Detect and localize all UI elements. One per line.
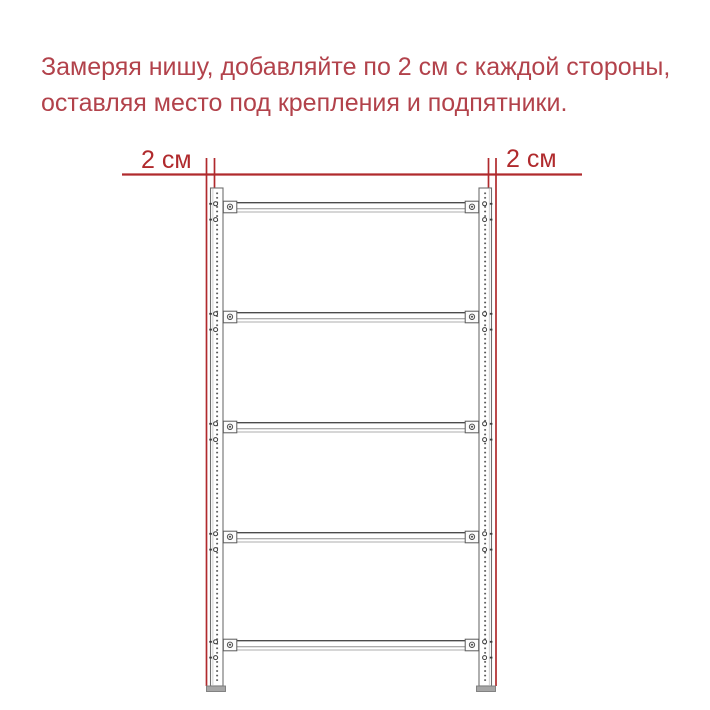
bolt-center bbox=[471, 536, 473, 538]
post-edge-notch bbox=[490, 439, 493, 441]
bolt-center bbox=[229, 426, 231, 428]
right-post-perforation bbox=[483, 191, 488, 683]
shelf-beams bbox=[209, 201, 492, 659]
right-foot-plate bbox=[477, 686, 496, 692]
post-slot-hole bbox=[483, 438, 487, 442]
instruction-line-1: Замеряя нишу, добавляйте по 2 см с каждой стороны, bbox=[41, 53, 671, 81]
post-slot-hole bbox=[214, 640, 218, 644]
post-edge-notch bbox=[209, 439, 212, 441]
post-slot-hole bbox=[483, 218, 487, 222]
bolt-center bbox=[229, 644, 231, 646]
bolt-center bbox=[471, 426, 473, 428]
post-slot-hole bbox=[483, 312, 487, 316]
post-slot-hole bbox=[214, 312, 218, 316]
post-slot-hole bbox=[214, 438, 218, 442]
post-slot-hole bbox=[483, 328, 487, 332]
bolt-center bbox=[471, 644, 473, 646]
left-post-perforation bbox=[215, 191, 220, 683]
shelf-beam bbox=[209, 639, 492, 659]
post-edge-notch bbox=[209, 423, 212, 425]
bolt-center bbox=[471, 316, 473, 318]
post-edge-notch bbox=[209, 203, 212, 205]
left-foot-plate bbox=[207, 686, 226, 692]
post-edge-notch bbox=[490, 219, 493, 221]
post-slot-hole bbox=[214, 218, 218, 222]
post-slot-hole bbox=[483, 548, 487, 552]
post-edge-notch bbox=[209, 313, 212, 315]
post-edge-notch bbox=[490, 423, 493, 425]
bolt-center bbox=[471, 206, 473, 208]
post-edge-notch bbox=[209, 641, 212, 643]
post-slot-hole bbox=[214, 532, 218, 536]
dimension-label-left: 2 см bbox=[141, 146, 192, 174]
post-slot-hole bbox=[214, 656, 218, 660]
post-edge-notch bbox=[209, 533, 212, 535]
post-slot-hole bbox=[214, 328, 218, 332]
post-slot-hole bbox=[214, 202, 218, 206]
post-edge-notch bbox=[490, 329, 493, 331]
shelf-beam bbox=[209, 311, 492, 331]
rack-frame bbox=[207, 188, 496, 692]
post-edge-notch bbox=[490, 533, 493, 535]
post-edge-notch bbox=[490, 549, 493, 551]
shelf-beam bbox=[209, 201, 492, 221]
shelf-beam bbox=[209, 421, 492, 441]
bolt-center bbox=[229, 206, 231, 208]
post-slot-hole bbox=[214, 422, 218, 426]
post-edge-notch bbox=[490, 313, 493, 315]
dimension-label-right: 2 см bbox=[506, 145, 557, 173]
post-slot-hole bbox=[214, 548, 218, 552]
post-slot-hole bbox=[483, 422, 487, 426]
post-edge-notch bbox=[490, 203, 493, 205]
instruction-line-2: оставляя место под крепления и подпятники. bbox=[41, 89, 568, 117]
post-edge-notch bbox=[209, 329, 212, 331]
post-edge-notch bbox=[490, 641, 493, 643]
post-slot-hole bbox=[483, 202, 487, 206]
post-slot-hole bbox=[483, 656, 487, 660]
post-edge-notch bbox=[209, 657, 212, 659]
post-slot-hole bbox=[483, 640, 487, 644]
post-edge-notch bbox=[209, 549, 212, 551]
bolt-center bbox=[229, 536, 231, 538]
post-edge-notch bbox=[209, 219, 212, 221]
post-edge-notch bbox=[490, 657, 493, 659]
shelf-beam bbox=[209, 531, 492, 551]
bolt-center bbox=[229, 316, 231, 318]
post-slot-hole bbox=[483, 532, 487, 536]
